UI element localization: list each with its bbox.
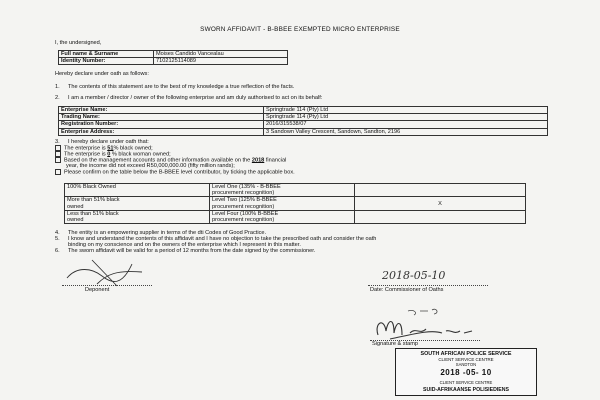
level-cell: Level One (135% - B-BBEE procurement recognition) [210,184,355,197]
name-value: Moises Candido Vancealau [154,51,288,58]
stamp-line-4: CLIENT SERVICE CENTRE [439,380,493,385]
point-1-text: The contents of this statement are to the best of my knowledge a true reflection of the facts. [68,84,295,90]
signature-stamp-label: Signature & stamp [372,341,419,347]
address-value: 3 Sandown Valley Crescent, Sandown, Sandton, 2196 [264,128,548,135]
stamp-line-1: SOUTH AFRICAN POLICE SERVICE [420,351,512,357]
point-5-number: 5. [55,236,60,242]
table-row [65,197,526,210]
oath-intro: I hereby declare under oath that: [68,139,149,145]
stamp-line-3: SANDTON [455,362,477,367]
name-label: Full name & Surname [59,51,154,58]
enterprise-table [58,106,548,136]
point-1-number: 1. [55,84,60,90]
declare-intro: Hereby declare under oath as follows: [55,71,149,77]
point-5-text-cont: binding on my conscience and on the owners of the enterprise which I represent in this matter. [68,242,301,248]
checkbox[interactable] [55,157,61,163]
point-3-number: 3. [55,139,60,145]
table-row [59,121,548,128]
table-row [59,58,288,65]
point-2-number: 2. [55,95,60,101]
oath-line-confirm: Please confirm on the table below the B-BBEE level contributor, by ticking the applicable box. [55,169,295,176]
level-cell: Level Four (100% B-BBEE procurement recognition) [210,210,355,223]
table-row [59,114,548,121]
point-2-text: I am a member / director / owner of the following enterprise and am duly authorised to act on its behalf: [68,95,323,101]
oath-line-woman-owned: The enterprise is 0 % black woman owned; [55,151,171,158]
document-title: SWORN AFFIDAVIT - B-BBEE EXEMPTED MICRO ENTERPRISE [200,26,400,33]
police-stamp [395,348,537,396]
table-row [59,51,288,58]
id-label: Identity Number: [59,58,154,65]
tick-cell[interactable]: X [355,197,526,210]
table-row [59,128,548,135]
point-4-number: 4. [55,230,60,236]
level-cell: Level Two (125% B-BBEE procurement recognition) [210,197,355,210]
point-5-text: I know and understand the contents of this affidavit and I have no objection to take the prescribed oath and consider the oath [68,236,377,242]
checkbox[interactable] [55,169,61,175]
ownership-cell: Less than 51% black owned [65,210,210,223]
point-6-number: 6. [55,248,60,254]
oath-line-income: Based on the management accounts and other information available on the 2018 financial [55,157,286,164]
stamp-line-5: SUID-AFRIKAANSE POLISIEDIENS [423,387,509,393]
black-owned-percent: 51 [107,145,114,152]
deponent-label: Deponent [85,287,110,293]
financial-year: 2018 [251,157,265,164]
registration-label: Registration Number: [59,121,264,128]
address-label: Enterprise Address: [59,128,264,135]
stamp-date: 2018 -05- 10 [440,368,492,377]
tick-cell[interactable] [355,184,526,197]
oath-line-black-owned: The enterprise is 51% black owned; [55,145,153,152]
enterprise-name-value: Springtrade 114 (Pty) Ltd [264,107,548,114]
enterprise-name-label: Enterprise Name: [59,107,264,114]
ownership-cell: More than 51% black owned [65,197,210,210]
person-table [58,50,288,65]
ownership-cell: 100% Black Owned [65,184,210,197]
id-value: 7102125114089 [154,58,288,65]
table-row [65,184,526,197]
point-4-text: The entity is an empowering supplier in terms of the dti Codes of Good Practice. [68,230,267,236]
date-line [368,285,488,286]
oath-line-income-cont: year, the income did not exceed R50,000,000.00 (fifty million rands); [66,163,235,169]
trading-name-label: Trading Name: [59,114,264,121]
bbbee-level-table [64,183,526,224]
table-row [59,107,548,114]
deponent-line [62,285,152,286]
point-6-text: The sworn affidavit will be valid for a period of 12 months from the date signed by the commissioner. [68,248,316,254]
commissioner-signature [370,305,510,345]
tick-cell[interactable] [355,210,526,223]
trading-name-value: Springtrade 114 (Pty) Ltd [264,114,548,121]
table-row [65,210,526,223]
registration-value: 2016/315538/07 [264,121,548,128]
commissioner-date-label: Date: Commissioner of Oaths [370,287,444,293]
handwritten-date: 2018-05-10 [382,269,446,282]
woman-owned-percent: 0 [107,151,111,158]
stamp-line-2: CLIENT SERVICE CENTRE [438,357,494,362]
undersigned-text: I, the undersigned, [55,40,102,46]
